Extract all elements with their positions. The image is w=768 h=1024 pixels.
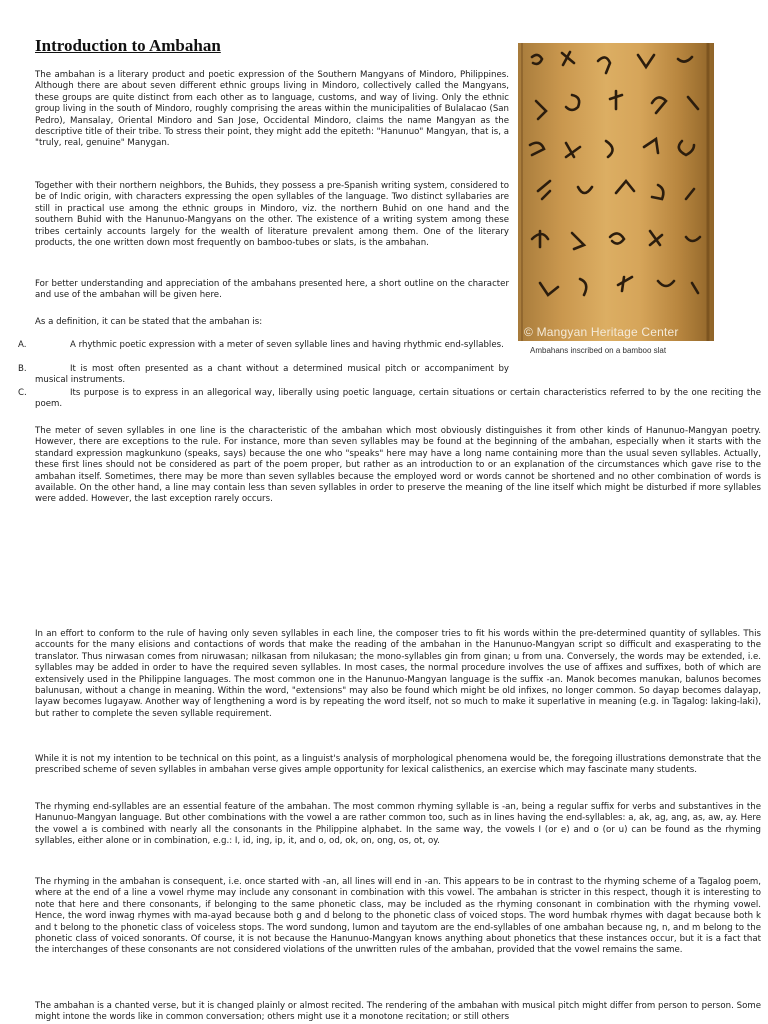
photo-credit: © Mangyan Heritage Center xyxy=(524,325,679,339)
paragraph-rhyming-consequent: The rhyming in the ambahan is consequent, i.e. once started with -an, all lines will end in -an. This appears to be in contrast to the rhyming scheme of a Tagalog poem, where at the end of a line a vowel rhyme may include any consonant in combination with this vowel. The ambahan is stricter in this respect, though it is interesting to note that here and there consonants, if belonging to the same phonetic class, may be included as the rhyming consonant in combination with the rhyming vowel. Hence, the word inwag rhymes with ma-ayad because both g and d belong to the phonetic class of voiced stops. The word humbak rhymes with dagat because both k and t belong to the phonetic class of voiceless stops. The word sundong, lumon and tayutom are the end-syllables of one ambahan because ng, n, and m belong to the phonetic class of voiced sonorants. Of course, it is not because the Hanunuo-Mangyan knows anything about phonetics that these instances occur, but it is a fact that the interchanges of these consonants are not considered violations of the unwritten rules of the ambahan, provided that the vowel remains the same. xyxy=(35,877,761,956)
paragraph-outline: For better understanding and appreciation of the ambahans presented here, a short outline on the character and use of the ambahan will be given here. xyxy=(35,279,509,301)
list-letter: A. xyxy=(18,340,27,350)
paragraph-lexical: While it is not my intention to be technical on this point, as a linguist's analysis of morphological phenomena would be, the foregoing illustrations demonstrate that the prescribed scheme of seven syllables in ambahan verse gives ample opportunity for lexical calisthenics, an exercise which may fascinate many students. xyxy=(35,754,761,776)
list-text: Its purpose is to express in an allegorical way, liberally using poetic language, certain situations or certain characteristics referred to by the one reciting the poem. xyxy=(35,388,761,410)
paragraph-intro: The ambahan is a literary product and poetic expression of the Southern Mangyans of Mindoro, Philippines. Although there are about seven different ethnic groups living in Mindoro, collectively called the Mangyans, these groups are quite distinct from each other as to language, customs, and way of living. Only the ethnic group living in the south of Mindoro, roughly comprising the areas within the municipalities of Bulalacao (San Pedro), Mansalay, Oriental Mindoro and San Jose, Occidental Mindoro, claims the name Mangyan as the descriptive title of their tribe. To stress their point, they might add the epiteth: "Hanunuo" Mangyan, that is, a "truly, real, genuine" Manygan. xyxy=(35,70,509,149)
list-letter: B. xyxy=(18,364,27,374)
paragraph-meter: The meter of seven syllables in one line is the characteristic of the ambahan which most obviously distinguishes it from other kinds of Hanunuo-Mangyan poetry. However, there are exceptions to the rule. For instance, more than seven syllables may be found at the beginning of the ambahan, especially when it starts with the standard expression magkunkuno (speaks, says) because the one who "speaks" here may have a long name containing more than the usual seven syllables. Actually, these first lines should not be considered as part of the poem proper, but rather as an introduction to or an explanation of the circumstances which gave rise to the ambahan itself. Sometimes, there may be more than seven syllables because the employed word or words cannot be shortened and no other combination of words is available. On the other hand, a line may contain less than seven syllables in order to preserve the meaning of the line itself which might be disturbed if more syllables were added. However, the last exception rarely occurs. xyxy=(35,426,761,505)
paragraph-rhyming-syllables: The rhyming end-syllables are an essential feature of the ambahan. The most common rhyming syllable is -an, being a regular suffix for verbs and substantives in the Hanunuo-Mangyan language. But other combinations with the vowel a are rather common too, such as in lines having the end-syllables: a, ak, ag, ang, as, aw, ay. Here the vowel a is combined with nearly all the consonants in the Philippine alphabet. In the same way, the vowels I (or e) and o (or u) can be found as the rhyming syllables, either alone or in combination, e.g.: I, id, ing, ip, it, and o, od, ok, on, ong, os, ot, oy. xyxy=(35,802,761,847)
paragraph-definition-lead: As a definition, it can be stated that the ambahan is: xyxy=(35,317,263,327)
definition-item-c xyxy=(18,388,761,411)
photo-caption: Ambahans inscribed on a bamboo slat xyxy=(530,346,667,355)
paragraph-chanted-verse: The ambahan is a chanted verse, but it is changed plainly or almost recited. The rendering of the ambahan with musical pitch might differ from person to person. Some might intone the words like in common conversation; others might use it a monotone recitation; or still others xyxy=(35,1001,761,1023)
page-title: Introduction to Ambahan xyxy=(35,36,221,55)
definition-item-b xyxy=(18,364,509,387)
list-text: It is most often presented as a chant without a determined musical pitch or accompaniment by musical instruments. xyxy=(35,364,509,386)
paragraph-writing-system: Together with their northern neighbors, the Buhids, they possess a pre-Spanish writing system, considered to be of Indic origin, with characters expressing the open syllables of the language. Two distinct syllabaries are still in practical use among the ethnic groups in Mindoro, viz. the northern Buhid on one hand and the southern Buhid with the Hanunuo-Mangyans on the other. The existence of a writing system among these tribes certainly accounts largely for the wealth of literature prevalent among them. One of the literary products, the one written down most frequently on bamboo-tubes or slats, is the ambahan. xyxy=(35,181,509,249)
definition-item-a xyxy=(18,340,509,351)
list-text: A rhythmic poetic expression with a meter of seven syllable lines and having rhythmic end-syllables. xyxy=(70,340,504,350)
bamboo-slat-image xyxy=(518,43,714,341)
bamboo-slat-script-icon xyxy=(518,43,714,341)
list-letter: C. xyxy=(18,388,27,398)
paragraph-syllable-fitting: In an effort to conform to the rule of having only seven syllables in each line, the composer tries to fit his words within the pre-determined quantity of syllables. This accounts for the many elisions and contactions of words that make the reading of the ambahan in the Hanunuo-Mangyan script so difficult and exasperating to the translator. Thus nirwasan comes from niruwasan; nilkasan from nilukasan; the mono-syllables gin from ginan; u from una. Conversely, the words may be extended, i.e. syllables may be added in order to have the required seven syllables. In most cases, the normal procedure involves the use of affixes and suffixes, both of which are extensively used in the Philippine languages. The most common one in the Hanunuo-Mangyan language is the suffix -an. Manok becomes manukan, balunos becomes balunusan, without a change in meaning. Within the word, "extensions" may also be found which might be old infixes, no longer common. So dayap becomes dalayap, layaw becomes lugayaw. Another way of lengthening a word is by repeating the word itself, not so much to make it superlative in meaning (e.g. in Tagalog: laking-laki), but rather to complete the seven syllable requirement. xyxy=(35,629,761,719)
